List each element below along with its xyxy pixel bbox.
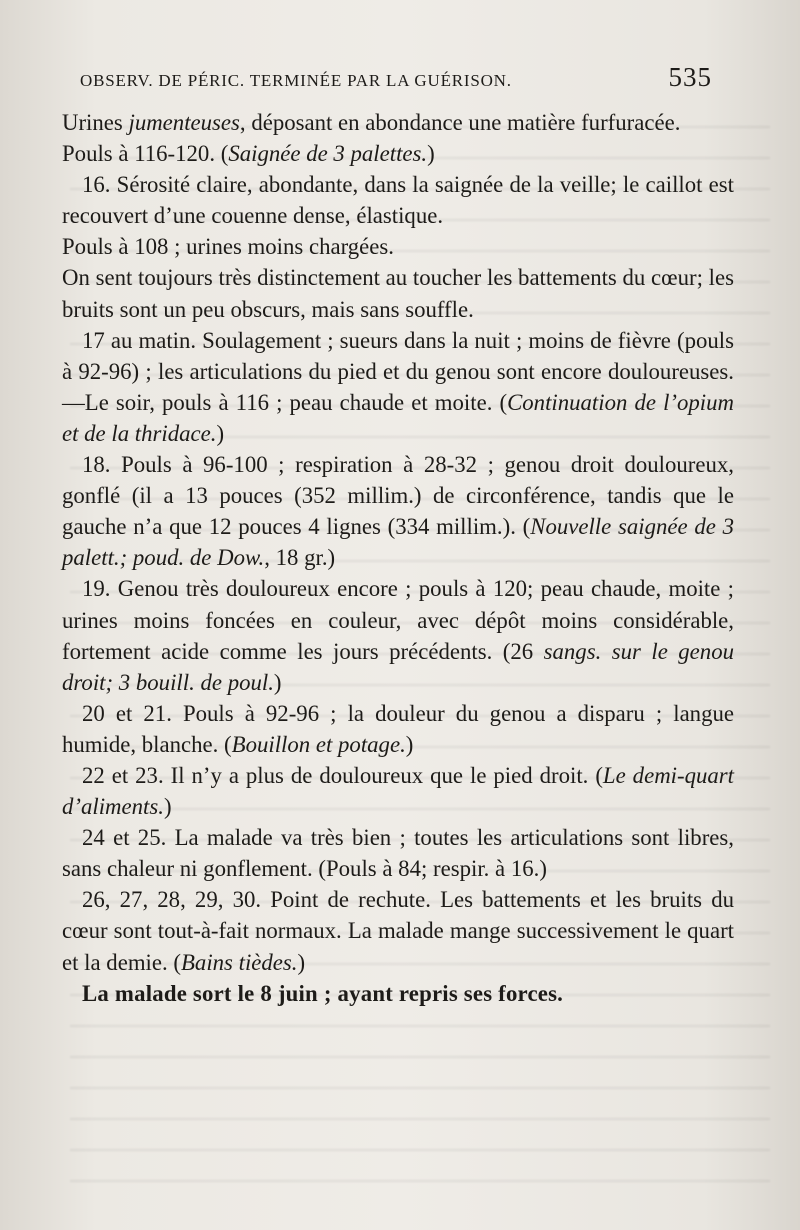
paragraph-days-20-21: 20 et 21. Pouls à 92-96 ; la douleur du genou a disparu ; langue humide, blanche. (Bouillon et potage.) [62, 700, 734, 757]
paragraph-discharge: La malade sort le 8 juin ; ayant repris ses forces. [82, 980, 564, 1006]
paragraph-day-19: 19. Genou très douloureux encore ; pouls à 120; peau chaude, moite ; urines moins foncées en couleur, avec dépôt moins considérable, fortement acide comme les jours précédents. (26 sangs. sur le genou droit; 3 bouill. de poul.) [62, 576, 735, 695]
paragraph-days-26-30: 26, 27, 28, 29, 30. Point de rechute. Les battements et les bruits du cœur sont tout-à-fait normaux. La malade mange successivement le quart et la demie. (Bains tièdes.) [62, 887, 734, 975]
paragraph-day-17: 17 au matin. Soulagement ; sueurs dans la nuit ; moins de fièvre (pouls à 92-96) ; les articulations du pied et du genou sont encore douloureuses. —Le soir, pouls à 116 ; peau chaude et moite. (Continuation de l’opium et de la thridace.) [62, 327, 734, 446]
paragraph-urines: Urines jumenteuses, déposant en abondance une matière furfuracée. [62, 110, 681, 135]
paragraph-days-22-23: 22 et 23. Il n’y a plus de douloureux que le pied droit. (Le demi-quart d’aliments.) [62, 762, 734, 820]
paragraph-heart-observation: On sent toujours très distinctement au toucher les battements du cœur; les bruits sont un peu obscurs, mais sans souffle. [62, 265, 734, 322]
running-head: OBSERV. DE PÉRIC. TERMINÉE PAR LA GUÉRISON. [80, 71, 512, 90]
page-header [80, 62, 712, 96]
paragraph-days-24-25: 24 et 25. La malade va très bien ; toutes les articulations sont libres, sans chaleur ni gonflement. (Pouls à 84; respir. à 16.) [62, 825, 734, 882]
page-number: 535 [668, 62, 712, 92]
paragraph-day-18: 18. Pouls à 96-100 ; respiration à 28-32 ; genou droit douloureux, gonflé (il a 13 pouces (352 millim.) de circonférence, tandis que le gauche n’a que 12 pouces 4 lignes (334 millim.). (Nouvelle saignée de 3 palett.; poud. de Dow., 18 gr.) [62, 452, 734, 571]
paragraph-pulse-116: Pouls à 116-120. (Saignée de 3 palettes.) [62, 141, 435, 167]
page-body [62, 107, 734, 1009]
paragraph-day-16: 16. Sérosité claire, abondante, dans la saignée de la veille; le caillot est recouvert d’une couenne dense, élastique. [62, 172, 734, 229]
paragraph-pulse-108: Pouls à 108 ; urines moins chargées. [62, 234, 394, 260]
